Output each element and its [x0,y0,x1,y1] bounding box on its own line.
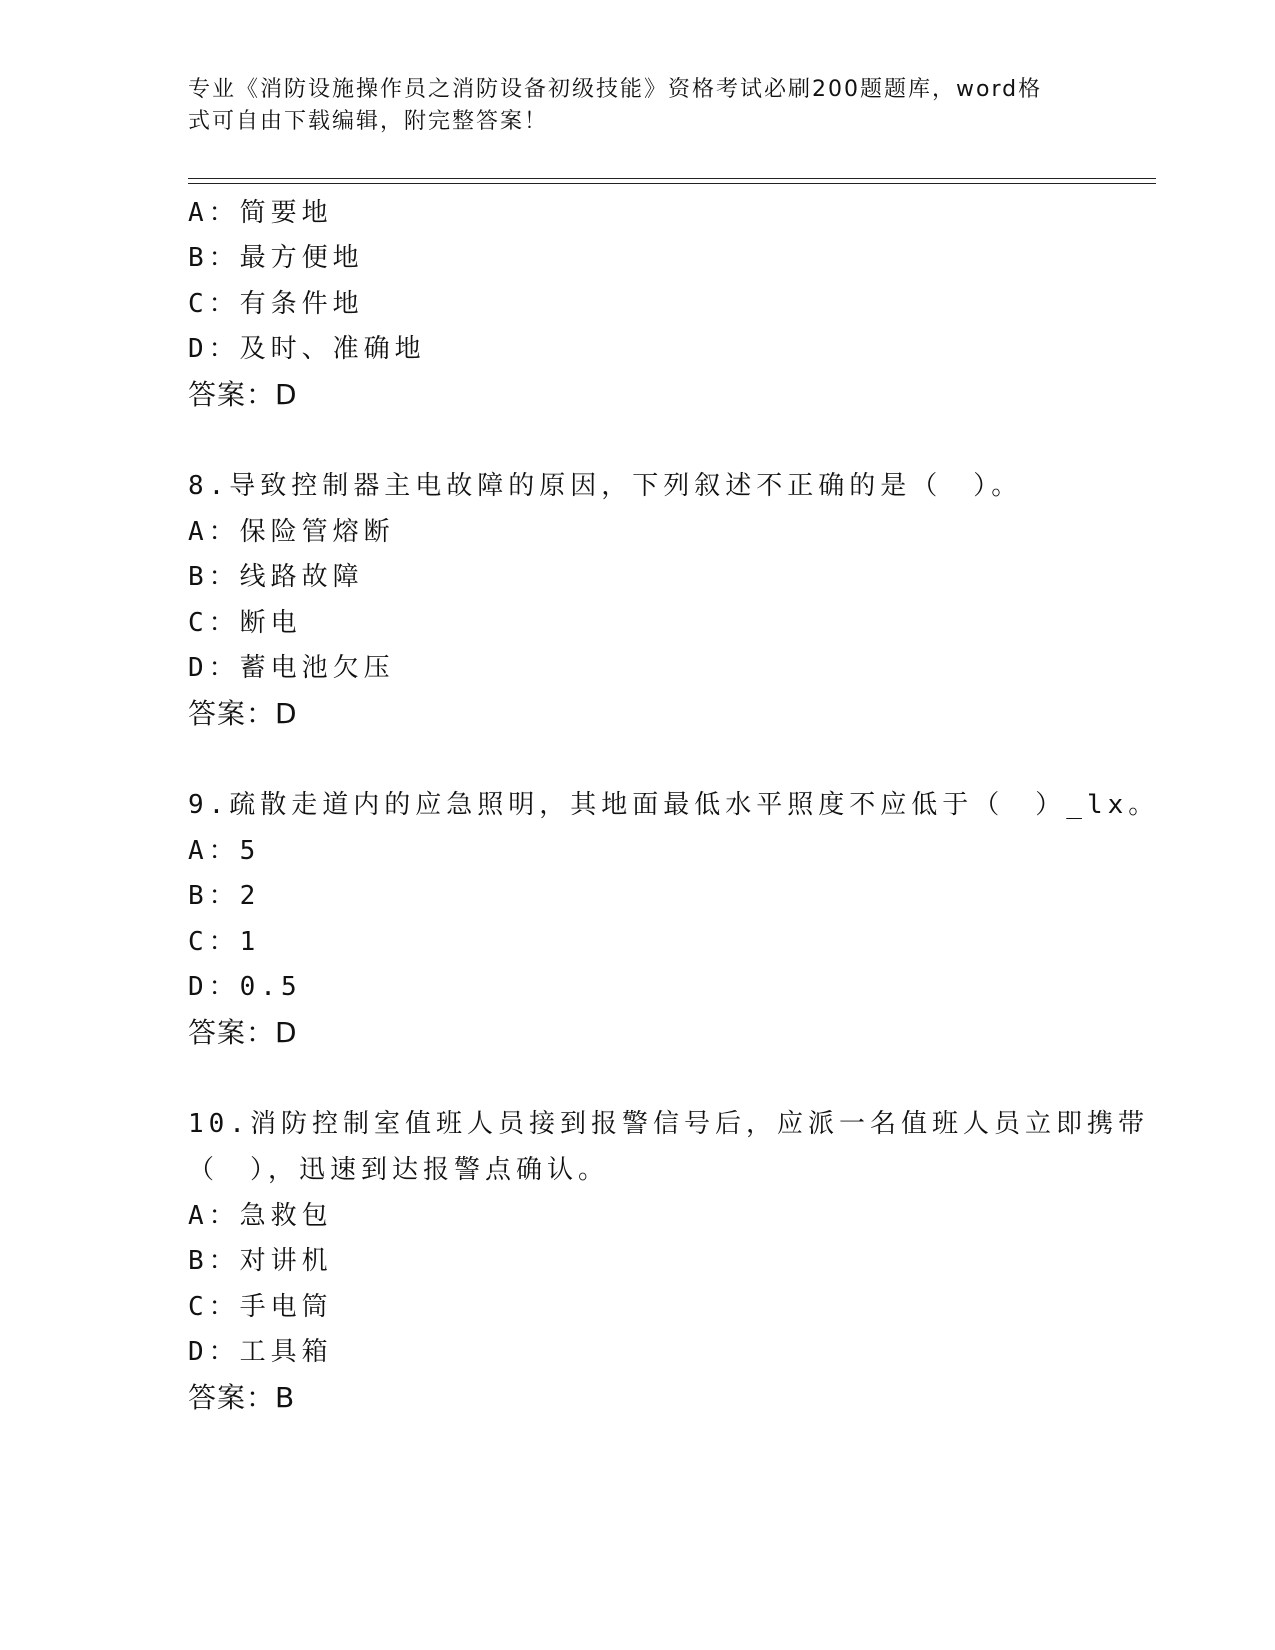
q8-option-d: D：蓄电池欠压 [188,653,395,683]
q10-answer: 答案：B [188,1381,296,1414]
header-rule-top [188,178,1156,179]
q7-option-d: D：及时、准确地 [188,334,426,364]
header-line-2: 式可自由下载编辑，附完整答案！ [188,109,549,134]
q9-option-b: B：2 [188,881,261,911]
q9-question: 9.疏散走道内的应急照明，其地面最低水平照度不应低于（ ）_lx。 [188,790,1160,820]
q10-question-line-2: （ ），迅速到达报警点确认。 [188,1155,610,1185]
q7-answer: 答案：D [188,378,298,411]
q10-option-c: C：手电筒 [188,1292,333,1322]
q8-option-c: C：断电 [188,608,302,638]
q10-option-d: D：工具箱 [188,1337,333,1367]
q9-option-a: A：5 [188,836,261,866]
q9-answer: 答案：D [188,1016,298,1049]
q10-question-line-1: 10.消防控制室值班人员接到报警信号后，应派一名值班人员立即携带 [188,1109,1149,1139]
q9-option-d: D：0.5 [188,972,302,1002]
header-rule-bottom [188,183,1156,184]
q10-option-b: B：对讲机 [188,1246,333,1276]
document-header [188,74,1088,138]
q8-option-b: B：线路故障 [188,562,364,592]
q7-option-a: A：简要地 [188,198,333,228]
header-line-1: 专业《消防设施操作员之消防设备初级技能》资格考试必刷200题题库，word格 [188,77,1043,102]
q7-option-c: C：有条件地 [188,289,364,319]
q8-answer: 答案：D [188,697,298,730]
q10-option-a: A：急救包 [188,1201,333,1231]
q7-option-b: B：最方便地 [188,243,364,273]
q8-option-a: A：保险管熔断 [188,517,395,547]
q8-question: 8.导致控制器主电故障的原因，下列叙述不正确的是（ ）。 [188,471,1023,501]
q9-option-c: C：1 [188,927,261,957]
